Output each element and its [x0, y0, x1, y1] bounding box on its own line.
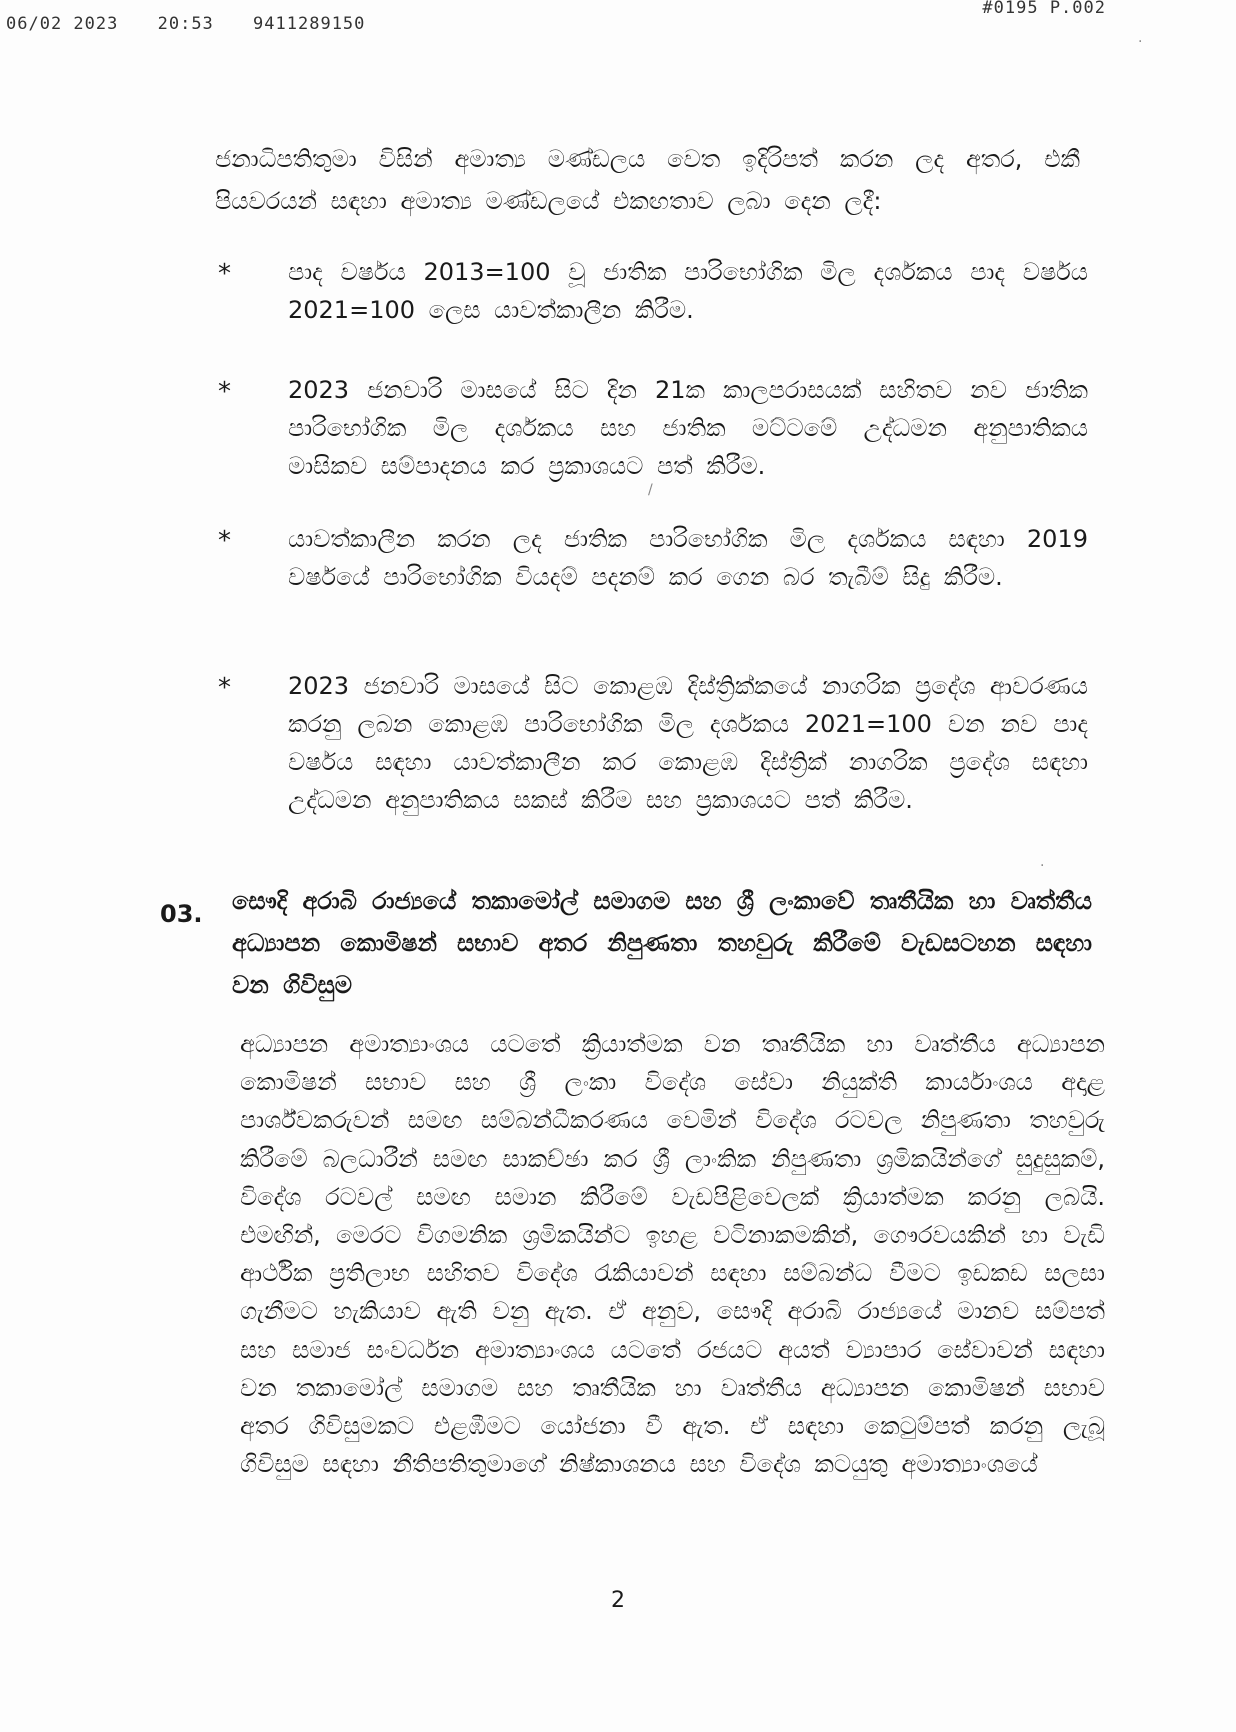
- bullet-text: 2023 ජනවාරි මාසයේ සිට දින 21ක කාලපරාසයක් සහිතව නව ජාතික පාරිභෝගික මිල දර්ශකය සහ ජාතික මට්ටමේ උද්ධමන අනුපාතිකය මාසිකව සම්පාදනය කර ප්‍රකාශයට පත් කිරීම.: [288, 376, 1088, 480]
- fax-date: 06/02 2023: [6, 14, 119, 34]
- bullet-item: [218, 371, 1088, 485]
- fax-time: 20:53: [157, 14, 214, 34]
- bullet-marker: *: [218, 259, 231, 289]
- section-body: අධ්‍යාපන අමාත්‍යාංශය යටතේ ක්‍රියාත්මක වන තෘතීයික හා වෘත්තීය අධ්‍යාපන කොමිෂන් සභාව සහ ශ්‍රී ලංකා විදේශ සේවා නියුක්ති කාර්යාංශය අදාළ පාර්ශ්වකරුවන් සමඟ සම්බන්ධීකරණය වෙමින් විදේශ රටවල නිපුණතා තහවුරු කිරීමේ බලධාරීන් සමඟ සාකච්ඡා කර ශ්‍රී ලාංකික නිපුණතා ශ්‍රමිකයින්ගේ සුදුසුකම්, විදේශ රටවල් සමඟ සමාන කිරීමේ වැඩපිළිවෙලක් ක්‍රියාත්මක කරනු ලබයි. එමඟින්, මෙරට විගමනික ශ්‍රමිකයින්ට ඉහළ වටිනාකමකින්, ගෞරවයකින් හා වැඩි ආර්ථික ප්‍රතිලාභ සහිතව විදේශ රැකියාවන් සඳහා සම්බන්ධ වීමට ඉඩකඩ සලසා ගැනීමට හැකියාව ඇති වනු ඇත. ඒ අනුව, සෞදි අරාබි රාජ්‍යයේ මානව සම්පත් සහ සමාජ සංවර්ධන අමාත්‍යාංශය යටතේ රජයට අයත් ව්‍යාපාර සේවාවන් සඳහා වන තකාමෝල් සමාගම සහ තෘතීයික හා වෘත්තීය අධ්‍යාපන කොමිෂන් සභාව අතර ගිවිසුමකට එළඹීමට යෝජනා වී ඇත. ඒ සඳහා කෙටුම්පත් කරනු ලැබූ ගිවිසුම සඳහා නීතිපතිතුමාගේ නිෂ්කාශනය සහ විදේශ කටයුතු අමාත්‍යාංශයේ: [240, 1030, 1105, 1479]
- fax-number: 9411289150: [253, 14, 366, 34]
- section-number: 03.: [160, 900, 203, 928]
- bullet-text: 2023 ජනවාරි මාසයේ සිට කොළඹ දිස්ත්‍රික්කයේ නාගරික ප්‍රදේශ ආවරණය කරනු ලබන කොළඹ පාරිභෝගික මිල දර්ශකය 2021=100 වන නව පාද වර්ෂය සඳහා යාවත්කාලීන කර කොළඹ දිස්ත්‍රික් නාගරික ප්‍රදේශ සඳහා උද්ධමන අනුපාතිකය සකස් කිරීම සහ ප්‍රකාශයට පත් කිරීම.: [288, 672, 1088, 814]
- fax-page-ref: #0195 P.002: [982, 0, 1106, 18]
- scan-speck: ·: [1138, 34, 1143, 50]
- bullet-marker: *: [218, 377, 231, 407]
- bullet-item: [218, 253, 1088, 329]
- fax-header: [6, 14, 393, 34]
- scan-speck: /: [648, 482, 653, 498]
- intro-paragraph: ජනාධිපතිතුමා විසින් අමාත්‍ය මණ්ඩලය වෙත ඉදිරිපත් කරන ලද අතර, එකී පියවරයන් සඳහා අමාත්‍ය මණ්ඩලයේ එකඟතාව ලබා දෙන ලදී:: [215, 145, 1080, 215]
- scan-speck: ·: [1040, 858, 1045, 874]
- bullet-marker: *: [218, 673, 231, 703]
- bullet-item: [218, 667, 1088, 819]
- page-number: 2: [611, 1588, 625, 1613]
- bullet-text: පාද වර්ෂය 2013=100 වූ ජාතික පාරිභෝගික මිල දර්ශකය පාද වර්ෂය 2021=100 ලෙස යාවත්කාලීන කිරීම.: [288, 258, 1088, 324]
- bullet-text: යාවත්කාලීන කරන ලද ජාතික පාරිභෝගික මිල දර්ශකය සඳහා 2019 වර්ෂයේ පාරිභෝගික වියදම් පදනම් කර ගෙන බර තැබීම් සිදු කිරීම.: [288, 525, 1088, 591]
- section-title: සෞදි අරාබි රාජ්‍යයේ තකාමෝල් සමාගම සහ ශ්‍රී ලංකාවේ තෘතීයික හා වෘත්තීය අධ්‍යාපන කොමිෂන් සභාව අතර නිපුණතා තහවුරු කිරීමේ වැඩසටහන සඳහා වන ගිවිසුම: [232, 887, 1092, 999]
- bullet-item: [218, 520, 1088, 596]
- bullet-marker: *: [218, 526, 231, 556]
